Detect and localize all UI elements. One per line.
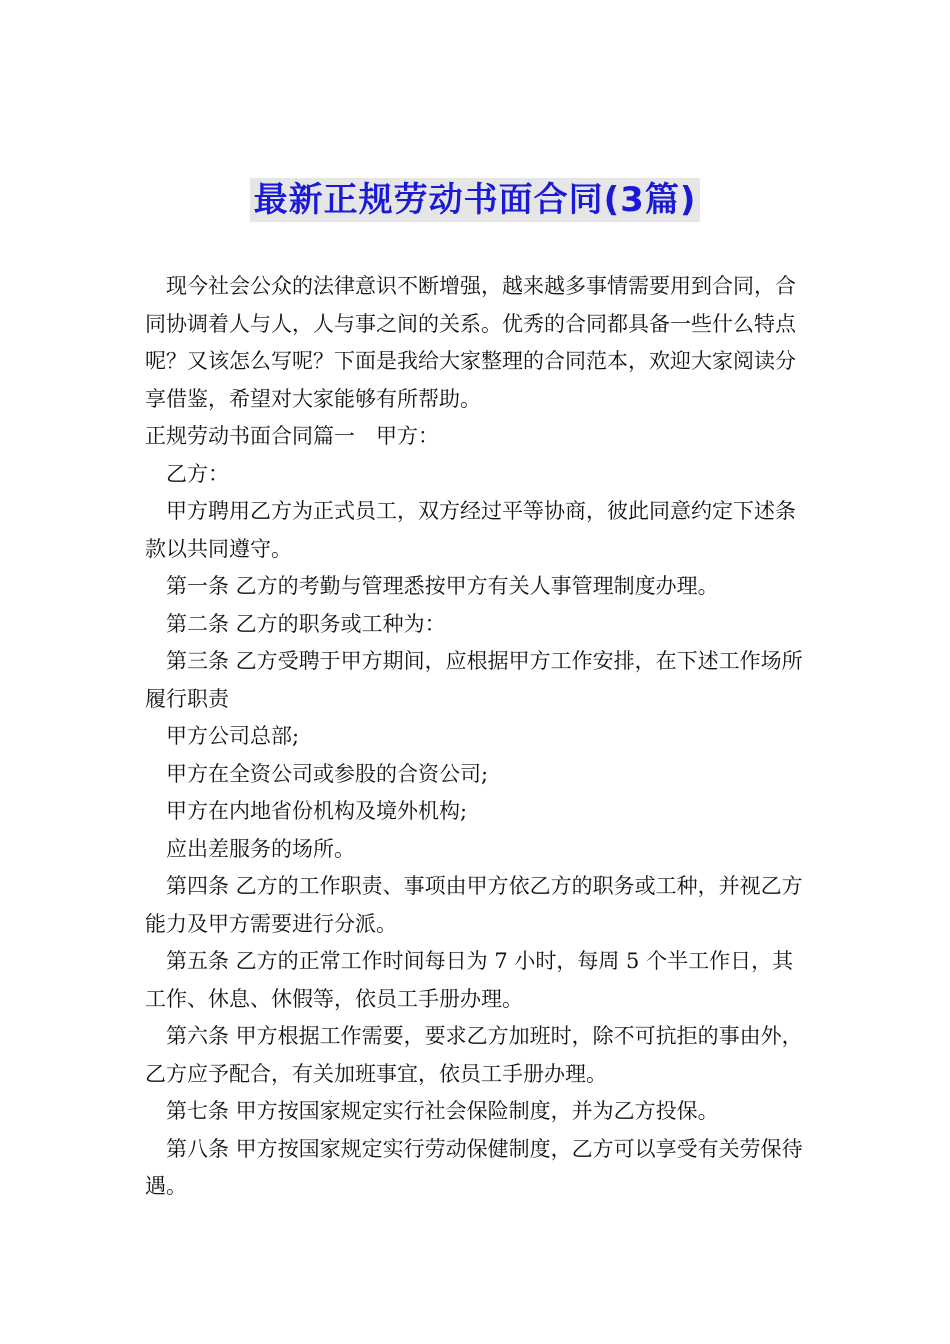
title-container	[0, 178, 950, 222]
workplace-item-4: 应出差服务的场所。	[166, 836, 355, 861]
article-8: 第八条 甲方按国家规定实行劳动保健制度，乙方可以享受有关劳保待遇。	[145, 1136, 803, 1198]
article-3: 第三条 乙方受聘于甲方期间，应根据甲方工作安排，在下述工作场所履行职责	[145, 649, 803, 711]
article-6: 第六条 甲方根据工作需要，要求乙方加班时，除不可抗拒的事由外，乙方应予配合，有关加班事宜，依员工手册办理。	[145, 1024, 803, 1086]
preamble-paragraph: 甲方聘用乙方为正式员工，双方经过平等协商，彼此同意约定下述条款以共同遵守。	[145, 499, 796, 561]
article-2: 第二条 乙方的职务或工种为：	[166, 611, 446, 636]
document-body	[145, 268, 810, 1206]
workplace-item-1: 甲方公司总部;	[166, 724, 300, 748]
section-heading: 正规劳动书面合同篇一 甲方：	[145, 424, 439, 448]
document-title: 最新正规劳动书面合同(3篇)	[250, 178, 701, 222]
intro-paragraph: 现今社会公众的法律意识不断增强，越来越多事情需要用到合同，合同协调着人与人，人与事之间的关系。优秀的合同都具备一些什么特点呢？又该怎么写呢？下面是我给大家整理的合同范本，欢迎大家阅读分享借鉴，希望对大家能够有所帮助。	[145, 274, 796, 411]
article-1: 第一条 乙方的考勤与管理悉按甲方有关人事管理制度办理。	[166, 574, 719, 598]
workplace-item-3: 甲方在内地省份机构及境外机构;	[166, 799, 468, 823]
party-b-line: 乙方：	[166, 461, 229, 486]
article-4: 第四条 乙方的工作职责、事项由甲方依乙方的职务或工种，并视乙方能力及甲方需要进行分派。	[145, 874, 803, 936]
article-7: 第七条 甲方按国家规定实行社会保险制度，并为乙方投保。	[166, 1099, 719, 1123]
workplace-item-2: 甲方在全资公司或参股的合资公司;	[166, 761, 489, 786]
article-5: 第五条 乙方的正常工作时间每日为 7 小时，每周 5 个半工作日，其工作、休息、休假等，依员工手册办理。	[145, 949, 794, 1011]
